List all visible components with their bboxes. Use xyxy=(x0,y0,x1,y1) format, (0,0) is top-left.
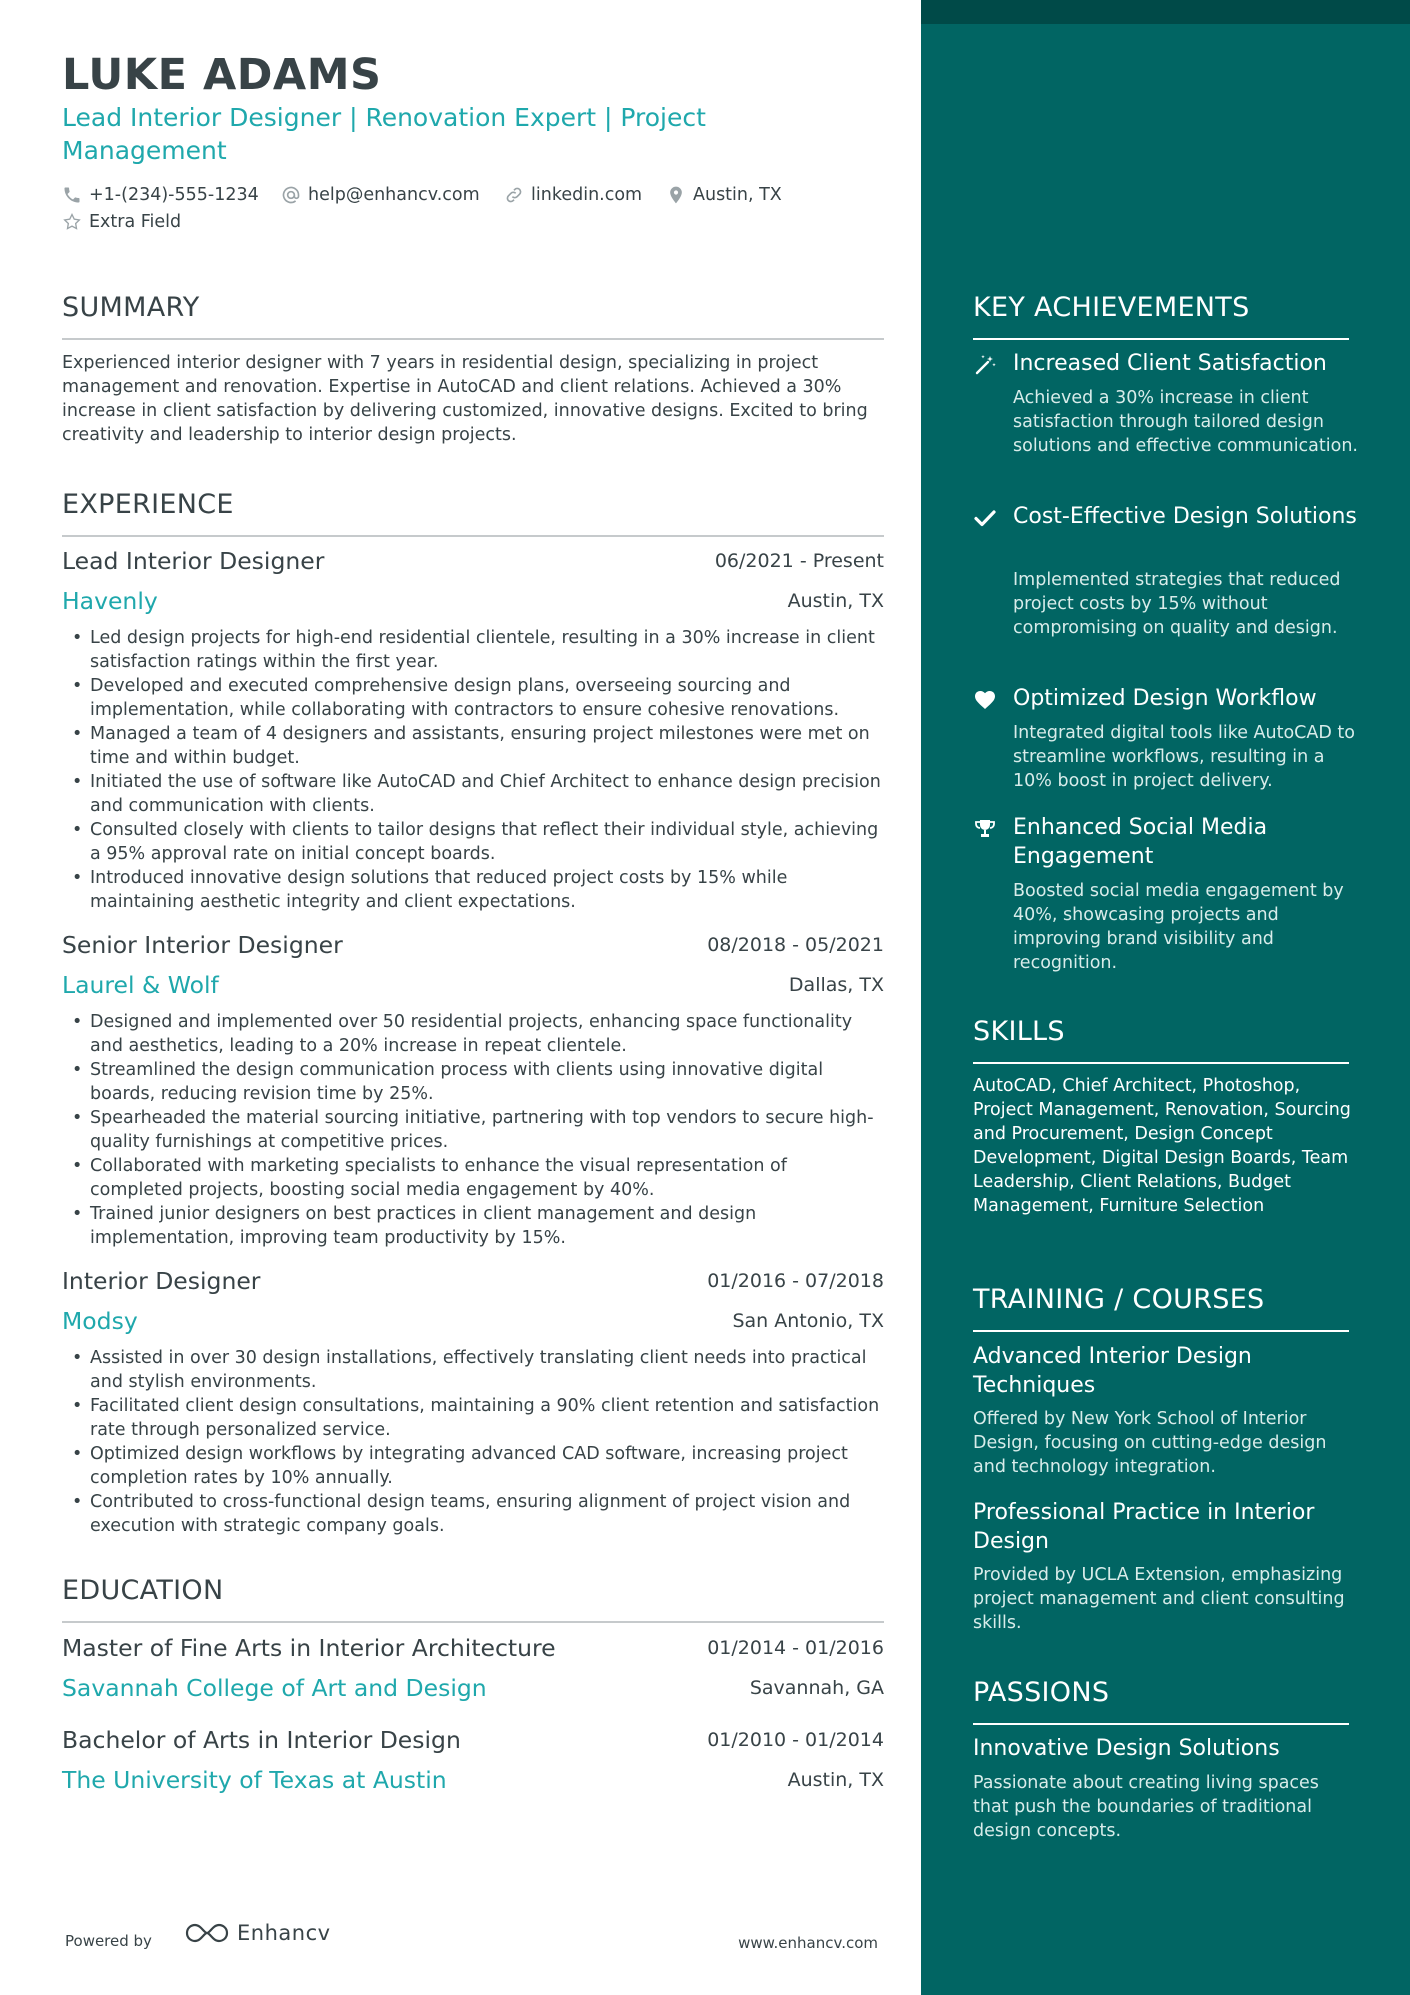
bullet-item: • Collaborated with marketing specialists to enhance the visual representation of completed projects, boosting social media engagement by 40%. xyxy=(62,1154,884,1202)
job-location: Dallas, TX xyxy=(788,974,884,996)
bullet-item: • Assisted in over 30 design installations, effectively translating client needs into practical and stylish environments. xyxy=(62,1346,884,1394)
job-company: Laurel & Wolf xyxy=(62,971,219,999)
powered-by-label: Powered by xyxy=(65,1932,152,1950)
candidate-name: LUKE ADAMS xyxy=(62,50,382,100)
contact-email[interactable] xyxy=(281,185,480,205)
job-location: San Antonio, TX xyxy=(732,1310,884,1332)
achievement-description: Implemented strategies that reduced project costs by 15% without compromising on quality and design. xyxy=(1013,570,1341,638)
bullet-item: • Consulted closely with clients to tailor designs that reflect their individual style, achieving a 95% approval rate on initial concept boards. xyxy=(62,818,884,866)
passion-description: Passionate about creating living spaces that push the boundaries of traditional design concepts. xyxy=(973,1773,1319,1841)
star-icon xyxy=(62,212,82,232)
bullet-item: • Trained junior designers on best practices in client management and design implementation, improving team productivity by 15%. xyxy=(62,1202,884,1250)
degree: Master of Fine Arts in Interior Architecture xyxy=(62,1634,556,1662)
sidebar-top-band xyxy=(921,0,1410,24)
extra-field-text: Extra Field xyxy=(89,212,182,232)
experience-heading: EXPERIENCE xyxy=(62,489,884,537)
heart-icon xyxy=(973,688,997,712)
achievement-title: Cost-Effective Design Solutions xyxy=(1013,504,1357,529)
linkedin-text: linkedin.com xyxy=(531,185,643,205)
school: Savannah College of Art and Design xyxy=(62,1674,487,1702)
course-title: Professional Practice in Interior Design xyxy=(973,1500,1315,1554)
bullet-item: • Led design projects for high-end residential clientele, resulting in a 30% increase in client satisfaction ratings within the first year. xyxy=(62,626,884,674)
edu-dates: 01/2010 - 01/2014 xyxy=(707,1729,884,1751)
contact-extra xyxy=(62,212,181,232)
job-title: Lead Interior Designer xyxy=(62,547,325,575)
skills-list: AutoCAD, Chief Architect, Photoshop, Project Management, Renovation, Sourcing and Procurement, Design Concept Development, Digital Design Boards, Team Leadership, Client Relations, Budget Management, Furniture Selection xyxy=(973,1076,1351,1216)
job-bullets xyxy=(62,1346,884,1538)
headline: Lead Interior Designer | Renovation Expert | Project Management xyxy=(62,103,706,165)
job-title: Interior Designer xyxy=(62,1267,261,1295)
edu-location: Austin, TX xyxy=(787,1769,884,1791)
edu-dates: 01/2014 - 01/2016 xyxy=(707,1637,884,1659)
passion-title: Innovative Design Solutions xyxy=(973,1736,1280,1761)
bullet-item: • Introduced innovative design solutions that reduced project costs by 15% while maintaining aesthetic integrity and client expectations. xyxy=(62,866,884,914)
summary-text: Experienced interior designer with 7 years in residential design, specializing in project management and renovation. Expertise in AutoCAD and client relations. Achieved a 30% increase in client satisfaction by delivering customized, innovative designs. Excited to bring creativity and leadership to interior design projects. xyxy=(62,353,868,445)
location-text: Austin, TX xyxy=(693,185,782,205)
achievement-description: Achieved a 30% increase in client satisfaction through tailored design solutions and effective communication. xyxy=(1013,388,1358,456)
bullet-item: • Optimized design workflows by integrating advanced CAD software, increasing project completion rates by 10% annually. xyxy=(62,1442,884,1490)
job-bullets xyxy=(62,1010,884,1250)
training-heading: TRAINING / COURSES xyxy=(973,1284,1349,1332)
job-bullets xyxy=(62,626,884,914)
link-icon xyxy=(504,185,524,205)
magic-wand-icon xyxy=(973,353,997,377)
summary-heading: SUMMARY xyxy=(62,292,884,340)
passions-heading: PASSIONS xyxy=(973,1677,1349,1725)
job-dates: 06/2021 - Present xyxy=(714,550,884,572)
job-title: Senior Interior Designer xyxy=(62,931,343,959)
footer-url[interactable]: www.enhancv.com xyxy=(738,1934,878,1952)
bullet-item: • Managed a team of 4 designers and assistants, ensuring project milestones were met on time and within budget. xyxy=(62,722,884,770)
sidebar xyxy=(921,0,1410,1995)
job-location: Austin, TX xyxy=(787,590,884,612)
school: The University of Texas at Austin xyxy=(62,1766,447,1794)
course-title: Advanced Interior Design Techniques xyxy=(973,1344,1252,1398)
bullet-item: • Facilitated client design consultations, maintaining a 90% client retention and satisfaction rate through personalized service. xyxy=(62,1394,884,1442)
at-icon xyxy=(281,185,301,205)
job-dates: 01/2016 - 07/2018 xyxy=(707,1270,884,1292)
achievement-title: Optimized Design Workflow xyxy=(1013,686,1317,711)
contact-phone[interactable] xyxy=(62,185,259,205)
bullet-item: • Initiated the use of software like AutoCAD and Chief Architect to enhance design precision and communication with clients. xyxy=(62,770,884,818)
achievement-description: Boosted social media engagement by 40%, showcasing projects and improving brand visibility and recognition. xyxy=(1013,881,1344,973)
enhancv-brand-text: Enhancv xyxy=(237,1921,331,1945)
bullet-item: • Developed and executed comprehensive design plans, overseeing sourcing and implementation, while collaborating with contractors to ensure cohesive renovations. xyxy=(62,674,884,722)
degree: Bachelor of Arts in Interior Design xyxy=(62,1726,461,1754)
phone-text: +1-(234)-555-1234 xyxy=(89,185,259,205)
achievement-title: Increased Client Satisfaction xyxy=(1013,351,1327,376)
course-description: Offered by New York School of Interior Design, focusing on cutting-edge design and technology integration. xyxy=(973,1409,1327,1477)
achievement-description: Integrated digital tools like AutoCAD to streamline workflows, resulting in a 10% boost in project delivery. xyxy=(1013,723,1355,791)
course-description: Provided by UCLA Extension, emphasizing project management and client consulting skills. xyxy=(973,1565,1345,1633)
job-company: Modsy xyxy=(62,1307,138,1335)
job-dates: 08/2018 - 05/2021 xyxy=(707,934,884,956)
checkmark-icon xyxy=(973,506,997,530)
achievement-title: Enhanced Social Media Engagement xyxy=(1013,815,1268,869)
key-achievements-heading: KEY ACHIEVEMENTS xyxy=(973,292,1349,340)
skills-heading: SKILLS xyxy=(973,1016,1349,1064)
contact-linkedin[interactable] xyxy=(504,185,642,205)
contact-location xyxy=(666,185,782,205)
email-text: help@enhancv.com xyxy=(308,185,480,205)
phone-icon xyxy=(62,185,82,205)
job-company: Havenly xyxy=(62,587,158,615)
location-pin-icon xyxy=(666,185,686,205)
education-heading: EDUCATION xyxy=(62,1575,884,1623)
trophy-icon xyxy=(973,817,997,841)
bullet-item: • Streamlined the design communication process with clients using innovative digital boards, reducing revision time by 25%. xyxy=(62,1058,884,1106)
bullet-item: • Contributed to cross-functional design teams, ensuring alignment of project vision and execution with strategic company goals. xyxy=(62,1490,884,1538)
bullet-item: • Designed and implemented over 50 residential projects, enhancing space functionality and aesthetics, leading to a 20% increase in repeat clientele. xyxy=(62,1010,884,1058)
bullet-item: • Spearheaded the material sourcing initiative, partnering with top vendors to secure high-quality furnishings at competitive prices. xyxy=(62,1106,884,1154)
edu-location: Savannah, GA xyxy=(749,1677,884,1699)
